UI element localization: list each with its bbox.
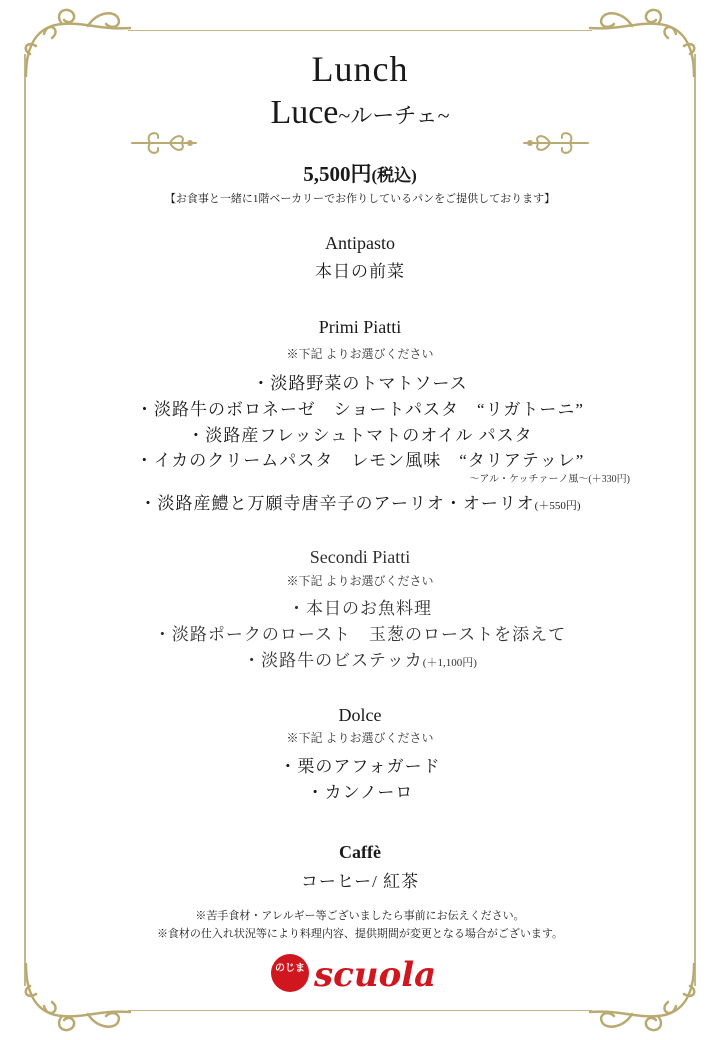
dolce-item-1: ・栗のアフォガード bbox=[279, 757, 441, 776]
dolce-heading: Dolce bbox=[338, 705, 382, 725]
top-rule bbox=[128, 30, 592, 31]
primi-item-5-price: (＋550円) bbox=[534, 500, 581, 512]
menu-title: Lunch bbox=[311, 49, 409, 89]
secondi-item-3-price: (＋1,100円) bbox=[422, 657, 477, 669]
course-name-main: Luce bbox=[270, 94, 339, 131]
primi-item-4: ・イカのクリームパスタ レモン風味 “タリアテッレ” bbox=[135, 451, 585, 470]
secondi-item-1: ・本日のお魚料理 bbox=[288, 599, 432, 618]
primi-item-5-name: ・淡路産鱧と万願寺唐辛子のアーリオ・オーリオ bbox=[139, 494, 535, 513]
allergy-note: ※苦手食材・アレルギー等ございましたら事前にお伝えください。 bbox=[195, 910, 525, 922]
dolce-choose-note: ※下記 よりお選びください bbox=[286, 731, 434, 745]
course-price bbox=[0, 158, 720, 188]
secondi-item-3 bbox=[0, 646, 720, 671]
course-name bbox=[0, 94, 720, 132]
primi-heading: Primi Piatti bbox=[318, 317, 402, 337]
scuola-logo bbox=[268, 951, 458, 995]
caffe-heading: Caffè bbox=[339, 842, 381, 862]
logo-mark-text: のじま bbox=[275, 963, 305, 974]
price-tax: (税込) bbox=[371, 166, 417, 185]
primi-item-4-note: ～アル・ケッチァーノ風～(＋330円) bbox=[469, 474, 630, 485]
secondi-item-3-name: ・淡路牛のビステッカ bbox=[243, 651, 423, 670]
corner-ornament-bottom-right bbox=[582, 956, 702, 1036]
primi-item-2: ・淡路牛のボロネーゼ ショートパスタ “リガトーニ” bbox=[136, 400, 584, 419]
primi-choose-note: ※下記 よりお選びください bbox=[286, 347, 434, 361]
secondi-choose-note: ※下記 よりお選びください bbox=[286, 574, 434, 588]
antipasto-heading: Antipasto bbox=[325, 233, 395, 253]
caffe-item: コーヒー/ 紅茶 bbox=[300, 872, 420, 891]
secondi-heading: Secondi Piatti bbox=[309, 547, 411, 567]
bread-note: 【お食事と一緒に1階ベーカリーでお作りしているパンをご提供しております】 bbox=[164, 193, 556, 205]
logo-wordmark: scuola bbox=[314, 955, 437, 995]
secondi-item-2: ・淡路ポークのロースト 玉葱のローストを添えて bbox=[153, 625, 567, 644]
dolce-item-2: ・カンノーロ bbox=[306, 783, 414, 802]
price-value: 5,500円 bbox=[303, 162, 372, 186]
primi-item-1: ・淡路野菜のトマトソース bbox=[252, 374, 468, 393]
bottom-rule bbox=[128, 1010, 592, 1011]
corner-ornament-bottom-left bbox=[18, 956, 138, 1036]
antipasto-item: 本日の前菜 bbox=[315, 262, 405, 281]
primi-item-5 bbox=[0, 489, 720, 514]
course-name-jp: ~ルーチェ~ bbox=[338, 103, 450, 128]
supply-note: ※食材の仕入れ状況等により料理内容、提供期間が変更となる場合がございます。 bbox=[156, 928, 564, 940]
primi-item-3: ・淡路産フレッシュトマトのオイル パスタ bbox=[187, 426, 533, 445]
